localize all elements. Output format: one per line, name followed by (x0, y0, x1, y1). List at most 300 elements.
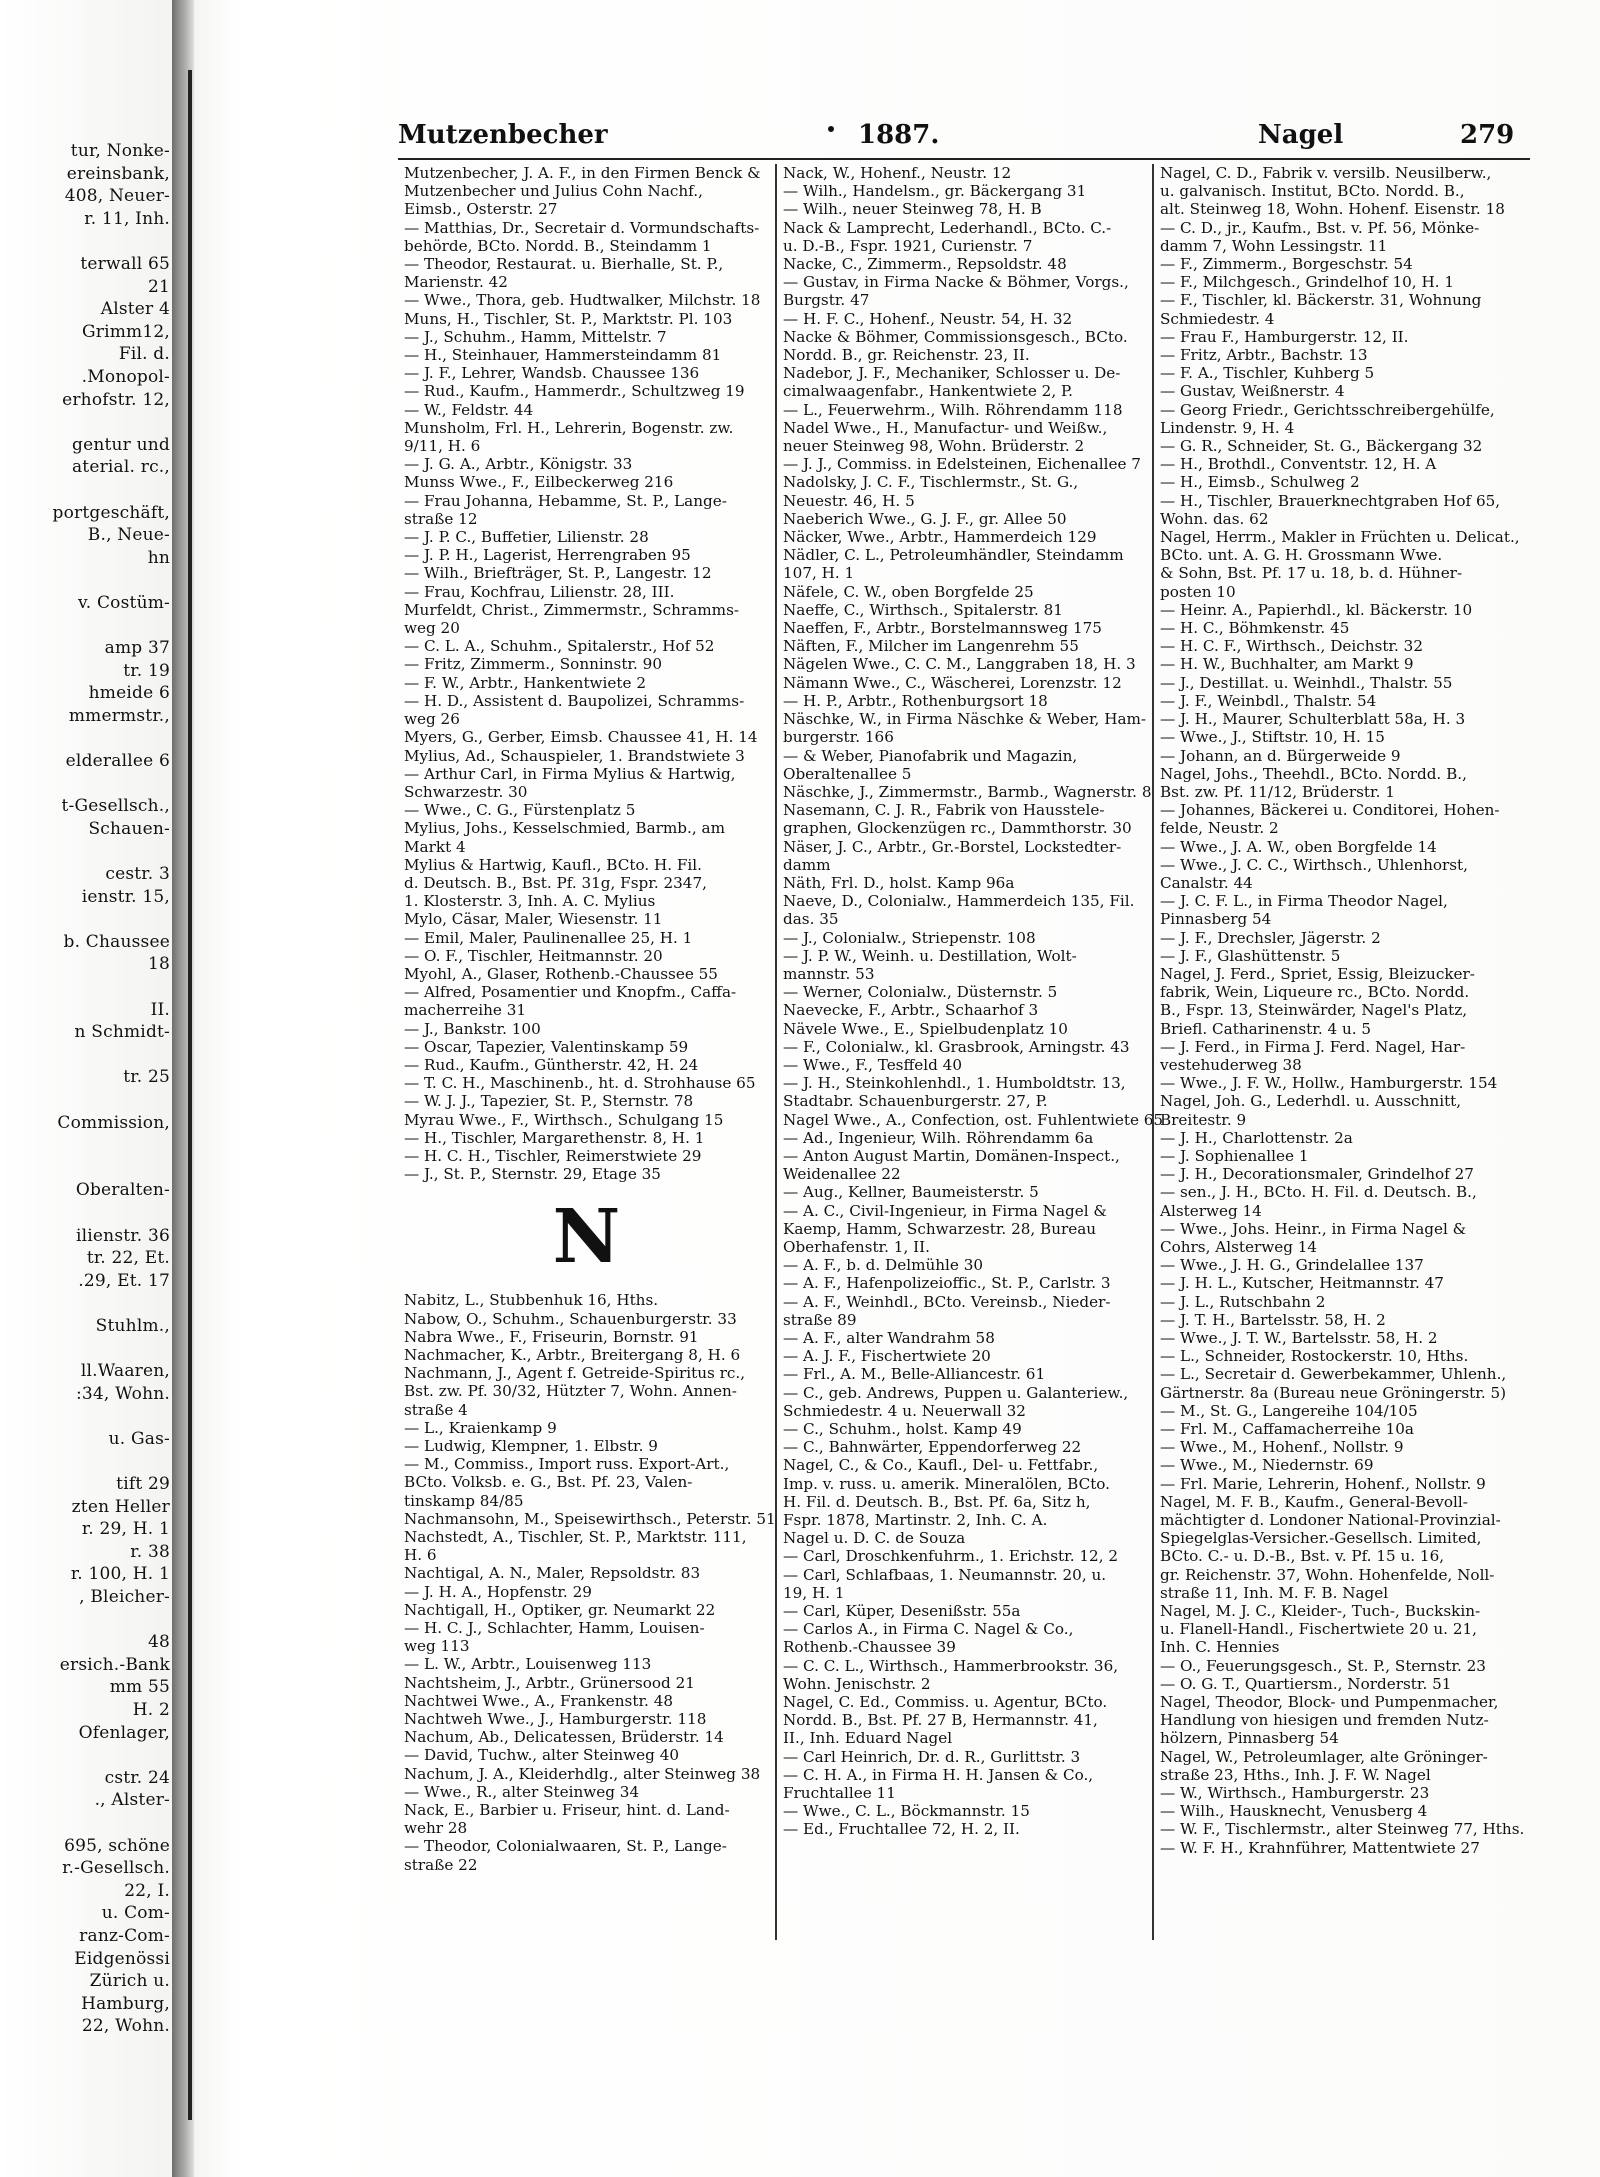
directory-entry-line: — F., Colonialw., kl. Grasbrook, Arningstr. 43 (783, 1037, 1130, 1056)
fragment-line: amp 37 (104, 638, 170, 659)
directory-entry-line: — H. P., Arbtr., Rothenburgsort 18 (783, 691, 1048, 710)
directory-entry-line: fabrik, Wein, Liqueure rc., BCto. Nordd. (1160, 983, 1470, 1002)
directory-entry-line: Wohn. das. 62 (1160, 509, 1269, 528)
directory-entry-line: — H. C. F., Wirthsch., Deichstr. 32 (1160, 637, 1423, 656)
directory-entry-line: Stadtabr. Schauenburgerstr. 27, P. (783, 1092, 1048, 1111)
directory-entry-line: — Wwe., J., Stiftstr. 10, H. 15 (1160, 728, 1385, 747)
directory-entry-line: — Fritz, Zimmerm., Sonninstr. 90 (404, 655, 662, 674)
fragment-line: 22, Wohn. (81, 2016, 170, 2037)
directory-entry-line: Imp. v. russ. u. amerik. Mineralölen, BCto. (783, 1474, 1110, 1493)
directory-entry-line: Nadebor, J. F., Mechaniker, Schlosser u. De- (783, 364, 1121, 383)
directory-entry-line: — Aug., Kellner, Baumeisterstr. 5 (783, 1183, 1039, 1202)
fragment-line: r. 100, H. 1 (70, 1564, 170, 1585)
directory-entry-line: — J. H., Steinkohlenhdl., 1. Humboldtstr. 13, (783, 1074, 1126, 1093)
directory-entry-line: — Wwe., J. T. W., Bartelsstr. 58, H. 2 (1160, 1329, 1438, 1347)
directory-entry-line: BCto. C.- u. D.-B., Bst. v. Pf. 15 u. 16, (1160, 1547, 1445, 1566)
fragment-line: tr. 22, Et. (86, 1248, 170, 1269)
directory-entry-line: Weidenallee 22 (783, 1165, 901, 1184)
directory-entry-line: — J. F., Lehrer, Wandsb. Chaussee 136 (404, 364, 700, 383)
directory-entry-line: Näfele, C. W., oben Borgfelde 25 (783, 582, 1034, 601)
fragment-line: Hamburg, (81, 1993, 170, 2014)
previous-page-fragment (0, 140, 170, 2037)
directory-entry-line: Nachmann, J., Agent f. Getreide-Spiritus rc., (404, 1364, 746, 1383)
directory-entry-line: Oberhafenstr. 1, II. (783, 1237, 930, 1256)
fragment-line (0, 1202, 170, 1225)
directory-entry-line: Nabow, O., Schuhm., Schauenburgerstr. 33 (404, 1309, 737, 1328)
directory-entry-line: alt. Steinweg 18, Wohn. Hohenf. Eisenstr. 18 (1160, 200, 1505, 219)
directory-entry-line: neuer Steinweg 98, Wohn. Brüderstr. 2 (783, 437, 1085, 456)
fragment-line: tr. 19 (123, 660, 170, 681)
directory-entry-line: Mylius, Ad., Schauspieler, 1. Brandstwiete 3 (404, 746, 745, 765)
directory-entry-line: Nabra Wwe., F., Friseurin, Bornstr. 91 (404, 1327, 699, 1346)
directory-entry-line: — Johannes, Bäckerei u. Conditorei, Hohen- (1160, 801, 1500, 820)
directory-entry-line: — Frau Johanna, Hebamme, St. P., Lange- (404, 491, 727, 510)
directory-entry-line: Murfeldt, Christ., Zimmermstr., Schramms- (404, 600, 740, 619)
directory-entry-line: Oberaltenallee 5 (783, 764, 912, 783)
directory-entry-line: — Heinr. A., Papierhdl., kl. Bäckerstr. 10 (1160, 600, 1473, 619)
fragment-line: ranz-Com- (79, 1925, 170, 1946)
fragment-line (0, 479, 170, 502)
directory-entry-line: — Carl, Droschkenfuhrm., 1. Erichstr. 12, 2 (783, 1547, 1119, 1566)
directory-entry-line: Nabitz, L., Stubbenhuk 16, Hths. (404, 1291, 659, 1310)
fragment-line (0, 1812, 170, 1835)
directory-entry-line: — Frl., A. M., Belle-Alliancestr. 61 (783, 1365, 1046, 1384)
directory-entry-line: — J. L., Rutschbahn 2 (1160, 1292, 1326, 1311)
directory-entry-line: Burgstr. 47 (783, 291, 870, 310)
directory-entry-line: Naeffen, F., Arbtr., Borstelmannsweg 175 (783, 619, 1102, 638)
directory-entry-line: — A. C., Civil-Ingenieur, in Firma Nagel & (783, 1201, 1107, 1220)
fragment-line (0, 1450, 170, 1473)
directory-entry-line: Näschke, J., Zimmermstr., Barmb., Wagnerstr. 8 (783, 782, 1152, 801)
directory-entry-line: Nagel, J. Ferd., Spriet, Essig, Bleizucker- (1160, 964, 1475, 983)
directory-entry-line: H. 6 (404, 1546, 437, 1565)
fragment-line: .29, Et. 17 (78, 1270, 170, 1291)
fragment-line: mm 55 (109, 1677, 170, 1698)
directory-entry-line: Nagel, M. F. B., Kaufm., General-Bevoll- (1160, 1492, 1468, 1511)
section-letter: N (552, 1194, 621, 1281)
directory-entry-line: Mylo, Cäsar, Maler, Wiesenstr. 11 (404, 910, 663, 929)
directory-entry-line: — J. F., Weinbdl., Thalstr. 54 (1160, 691, 1377, 710)
fragment-line (0, 614, 170, 637)
directory-entry-line: 107, H. 1 (783, 564, 855, 583)
fragment-line (0, 1337, 170, 1360)
directory-entry-line: weg 20 (404, 619, 460, 638)
fragment-line: cestr. 3 (105, 864, 170, 884)
directory-entry-line: — F., Zimmerm., Borgeschstr. 54 (1160, 255, 1413, 274)
directory-entry-line: — J. C. F. L., in Firma Theodor Nagel, (1160, 892, 1448, 911)
directory-entry-line: — Wilh., Hausknecht, Venusberg 4 (1160, 1802, 1428, 1821)
fragment-line: .Monopol- (81, 366, 170, 387)
directory-entry-line: felde, Neustr. 2 (1160, 819, 1279, 838)
directory-column-right (1152, 164, 1529, 1940)
fragment-line (0, 1405, 170, 1428)
directory-entry-line: — J., St. P., Sternstr. 29, Etage 35 (404, 1165, 661, 1184)
directory-entry-line: 1. Klosterstr. 3, Inh. A. C. Mylius (404, 892, 656, 911)
directory-entry-line: — Ad., Ingenieur, Wilh. Röhrendamm 6a (783, 1128, 1094, 1147)
directory-entry-line: — J. P. W., Weinh. u. Destillation, Wolt- (783, 946, 1077, 965)
directory-entry-line: Cohrs, Alsterweg 14 (1160, 1237, 1318, 1256)
directory-entry-line: u. galvanisch. Institut, BCto. Nordd. B., (1160, 182, 1465, 201)
directory-entry-line: Nasemann, C. J. R., Fabrik von Hausstele- (783, 801, 1105, 820)
directory-entry-line: 19, H. 1 (783, 1583, 845, 1602)
directory-entry-line: Nordd. B., gr. Reichenstr. 23, II. (783, 346, 1030, 365)
fragment-line (0, 976, 170, 999)
fragment-line (0, 1044, 170, 1067)
directory-entry-line: — Wilh., Handelsm., gr. Bäckergang 31 (783, 182, 1087, 201)
directory-entry-line: Nagel, W., Petroleumlager, alte Gröninger- (1160, 1747, 1488, 1766)
directory-entry-line: Eimsb., Osterstr. 27 (404, 200, 558, 219)
directory-entry-line: — Fritz, Arbtr., Bachstr. 13 (1160, 346, 1368, 365)
directory-entry-line: Nagel, Joh. G., Lederhdl. u. Ausschnitt, (1160, 1092, 1462, 1111)
directory-entry-line: — H., Eimsb., Schulweg 2 (1160, 473, 1360, 492)
fragment-line: 22, I. (124, 1880, 170, 1901)
directory-entry-line: Näschke, W., in Firma Näschke & Weber, Ham- (783, 710, 1147, 729)
directory-entry-line: — T. C. H., Maschinenb., ht. d. Strohhause 65 (404, 1074, 756, 1093)
directory-entry-line: Markt 4 (404, 837, 466, 856)
directory-entry-line: u. D.-B., Fspr. 1921, Curienstr. 7 (783, 236, 1033, 255)
directory-entry-line: Mylius & Hartwig, Kaufl., BCto. H. Fil. (404, 855, 702, 874)
header-left-keyword: Mutzenbecher (398, 120, 608, 150)
directory-entry-line: Nack, W., Hohenf., Neustr. 12 (783, 164, 1012, 182)
directory-entry-line: Spiegelglas-Versicher.-Gesellsch. Limited, (1160, 1529, 1482, 1548)
directory-entry-line: 9/11, H. 6 (404, 437, 481, 456)
directory-entry-line: Muns, H., Tischler, St. P., Marktstr. Pl. 103 (404, 309, 733, 328)
directory-entry-line: — Wwe., C. L., Böckmannstr. 15 (783, 1802, 1030, 1821)
directory-entry-line: Nadolsky, J. C. F., Tischlermstr., St. G., (783, 473, 1079, 492)
directory-entry-line: — J., Colonialw., Striepenstr. 108 (783, 928, 1036, 947)
fragment-line: Alster 4 (100, 299, 170, 320)
directory-entry-line: — Carl, Küper, Desenißstr. 55a (783, 1602, 1021, 1621)
directory-entry-line: — Theodor, Colonialwaaren, St. P., Lange- (404, 1837, 727, 1856)
directory-entry-line: — H. F. C., Hohenf., Neustr. 54, H. 32 (783, 309, 1073, 328)
directory-entry-line: Schwarzestr. 30 (404, 782, 528, 801)
fragment-line (0, 411, 170, 434)
fragment-line: ., Alster- (94, 1790, 170, 1811)
fragment-line: ilienstr. 36 (76, 1225, 170, 1246)
directory-entry-line: straße 22 (404, 1855, 478, 1874)
directory-entry-line: weg 26 (404, 710, 460, 729)
directory-entry-line: — Rud., Kaufm., Hammerdr., Schultzweg 19 (404, 382, 745, 401)
header-dot (828, 126, 834, 132)
page-number: 279 (1460, 120, 1515, 150)
directory-entry-line: — O. F., Tischler, Heitmannstr. 20 (404, 946, 663, 965)
directory-entry-line: — Wwe., J. C. C., Wirthsch., Uhlenhorst, (1160, 855, 1468, 874)
fragment-line: u. Gas- (108, 1428, 170, 1449)
directory-entry-line: — Arthur Carl, in Firma Mylius & Hartwig, (404, 764, 736, 783)
directory-entry-line: — H. C. J., Schlachter, Hamm, Louisen- (404, 1619, 705, 1638)
directory-entry-line: — L., Schneider, Rostockerstr. 10, Hths. (1160, 1347, 1469, 1366)
directory-entry-line: — Ed., Fruchtallee 72, H. 2, II. (783, 1820, 1020, 1839)
fragment-line (0, 773, 170, 796)
directory-entry-line: vestehuderweg 38 (1160, 1055, 1302, 1074)
fragment-line: tift 29 (116, 1474, 170, 1495)
directory-entry-line: Nack & Lamprecht, Lederhandl., BCto. C.- (783, 218, 1112, 237)
directory-entry-line: Wohn. Jenischstr. 2 (783, 1674, 931, 1693)
directory-entry-line: — H. C., Böhmkenstr. 45 (1160, 619, 1350, 638)
fragment-line: ll.Waaren, (80, 1361, 170, 1382)
directory-column-left (398, 164, 775, 1940)
directory-entry-line: — H., Tischler, Brauerknechtgraben Hof 65, (1160, 491, 1501, 510)
directory-entry-line: Fruchtallee 11 (783, 1784, 896, 1803)
directory-entry-line: — J. H. A., Hopfenstr. 29 (404, 1582, 592, 1601)
fragment-line: n Schmidt- (74, 1022, 170, 1043)
directory-entry-line: — Wilh., Briefträger, St. P., Langestr. 12 (404, 564, 712, 583)
directory-entry-line: cimalwaagenfabr., Hankentwiete 2, P. (783, 382, 1073, 401)
directory-entry-line: — H. W., Buchhalter, am Markt 9 (1160, 655, 1414, 674)
directory-entry-line: Nagel Wwe., A., Confection, ost. Fuhlentwiete 65 (783, 1110, 1164, 1129)
directory-entry-line: Mylius, Johs., Kesselschmied, Barmb., am (404, 819, 725, 838)
fragment-line: gentur und (72, 434, 170, 455)
directory-entry-line: & Sohn, Bst. Pf. 17 u. 18, b. d. Hühner- (1160, 564, 1463, 583)
directory-entry-line: Naeve, D., Colonialw., Hammerdeich 135, Fil. (783, 892, 1135, 911)
directory-entry-line: — J., Bankstr. 100 (404, 1019, 541, 1038)
directory-entry-line: Rothenb.-Chaussee 39 (783, 1638, 956, 1657)
directory-entry-line: wehr 28 (404, 1819, 468, 1838)
fragment-line: r. 38 (130, 1541, 170, 1562)
directory-entry-line: Näcker, Wwe., Arbtr., Hammerdeich 129 (783, 528, 1097, 547)
directory-entry-line: gr. Reichenstr. 37, Wohn. Hohenfelde, Noll- (1160, 1565, 1495, 1584)
directory-entry-line: Breitestr. 9 (1160, 1110, 1247, 1129)
directory-entry-line: — Wwe., J. A. W., oben Borgfelde 14 (1160, 837, 1437, 856)
directory-entry-line: — J. H., Charlottenstr. 2a (1160, 1128, 1353, 1147)
directory-entry-line: Myrau Wwe., F., Wirthsch., Schulgang 15 (404, 1110, 724, 1129)
directory-entry-line: — H., Brothdl., Conventstr. 12, H. A (1160, 455, 1437, 474)
directory-entry-line: Nagel, C. Ed., Commiss. u. Agentur, BCto. (783, 1693, 1108, 1712)
directory-entry-line: Nachmansohn, M., Speisewirthsch., Peterstr. 51 (404, 1509, 776, 1528)
directory-entry-line: — W. F. H., Krahnführer, Mattentwiete 27 (1160, 1838, 1480, 1857)
directory-entry-line: — J. Ferd., in Firma J. Ferd. Nagel, Har- (1160, 1037, 1466, 1056)
directory-entry-line: mannstr. 53 (783, 964, 875, 983)
directory-entry-line: — H. C. H., Tischler, Reimerstwiete 29 (404, 1146, 702, 1165)
fragment-line: Commission, (57, 1112, 170, 1133)
fragment-line: :34, Wohn. (75, 1383, 170, 1404)
directory-entry-line: Bst. zw. Pf. 30/32, Hützter 7, Wohn. Annen- (404, 1382, 737, 1401)
fragment-line: II. (150, 999, 170, 1020)
directory-entry-line: Bst. zw. Pf. 11/12, Brüderstr. 1 (1160, 782, 1395, 801)
directory-entry-line: Nachtweh Wwe., J., Hamburgerstr. 118 (404, 1710, 707, 1729)
fragment-line: u. Com- (101, 1903, 170, 1924)
fragment-line: tur, Nonke- (70, 141, 170, 161)
fragment-line: 48 (147, 1632, 170, 1653)
directory-entry-line: — J. J., Commiss. in Edelsteinen, Eichenallee 7 (783, 455, 1141, 474)
directory-entry-line: — J. G. A., Arbtr., Königstr. 33 (404, 455, 633, 474)
directory-entry-line: II., Inh. Eduard Nagel (783, 1729, 953, 1748)
fragment-line: Zürich u. (89, 1971, 170, 1992)
fragment-line: hn (147, 547, 170, 568)
directory-entry-line: — C., Bahnwärter, Eppendorferweg 22 (783, 1438, 1082, 1457)
fragment-line (0, 1157, 170, 1180)
directory-entry-line: — J. F., Glashüttenstr. 5 (1160, 946, 1341, 965)
directory-entry-line: — M., Commiss., Import russ. Export-Art., (404, 1455, 730, 1474)
directory-entry-line: — Emil, Maler, Paulinenallee 25, H. 1 (404, 928, 693, 947)
directory-entry-line: Nachstedt, A., Tischler, St. P., Marktstr. 111, (404, 1528, 747, 1547)
directory-entry-line: Schmiedestr. 4 (1160, 309, 1275, 328)
directory-entry-line: — W. F., Tischlermstr., alter Steinweg 77, Hths. (1160, 1820, 1525, 1839)
directory-entry-line: Nagel, M. J. C., Kleider-, Tuch-, Buckskin- (1160, 1602, 1481, 1621)
fragment-line: r. 11, Inh. (84, 208, 170, 229)
fragment-line: Fil. d. (118, 344, 170, 365)
directory-entry-line: — F., Tischler, kl. Bäckerstr. 31, Wohnung (1160, 291, 1482, 310)
book-gutter-edge (188, 70, 192, 2120)
directory-entry-line: — J., Schuhm., Hamm, Mittelstr. 7 (404, 327, 667, 346)
fragment-line: mmermstr., (68, 705, 170, 726)
directory-entry-line: — & Weber, Pianofabrik und Magazin, (783, 746, 1078, 765)
directory-entry-line: — C., geb. Andrews, Puppen u. Galanteriew., (783, 1383, 1129, 1402)
directory-entry-line: burgerstr. 166 (783, 728, 894, 747)
directory-entry-line: Naeffe, C., Wirthsch., Spitalerstr. 81 (783, 600, 1063, 619)
directory-entry-line: Neuestr. 46, H. 5 (783, 491, 915, 510)
directory-entry-line: — Wwe., J. F. W., Hollw., Hamburgerstr. 154 (1160, 1074, 1498, 1093)
page-header (398, 120, 1530, 154)
fragment-line: Stuhlm., (95, 1315, 170, 1336)
directory-entry-line: — J. H., Maurer, Schulterblatt 58a, H. 3 (1160, 710, 1466, 729)
directory-entry-line: Pinnasberg 54 (1160, 910, 1272, 929)
directory-entry-line: — J., Destillat. u. Weinhdl., Thalstr. 55 (1160, 673, 1453, 692)
directory-entry-line: Nagel, Johs., Theehdl., BCto. Nordd. B., (1160, 764, 1467, 783)
directory-entry-line: — Johann, an d. Bürgerweide 9 (1160, 746, 1401, 765)
directory-entry-line: — Rud., Kaufm., Güntherstr. 42, H. 24 (404, 1055, 699, 1074)
directory-entry-line: — C. L. A., Schuhm., Spitalerstr., Hof 52 (404, 637, 715, 656)
directory-entry-line: mächtigter d. Londoner National-Provinzial- (1160, 1511, 1501, 1530)
fragment-line: terwall 65 (80, 253, 170, 274)
fragment-line: r. 29, H. 1 (81, 1519, 170, 1540)
directory-entry-line: Nack, E., Barbier u. Friseur, hint. d. Land- (404, 1801, 730, 1820)
fragment-line: 18 (147, 954, 170, 975)
directory-entry-line: Nachum, J. A., Kleiderhdlg., alter Steinweg 38 (404, 1764, 761, 1783)
directory-entry-line: — H., Steinhauer, Hammersteindamm 81 (404, 346, 722, 365)
directory-entry-line: — Wwe., F., Tesffeld 40 (783, 1055, 962, 1074)
directory-entry-line: Fspr. 1878, Martinstr. 2, Inh. C. A. (783, 1511, 1048, 1530)
directory-entry-line: d. Deutsch. B., Bst. Pf. 31g, Fspr. 2347, (404, 873, 707, 892)
fragment-line: ersich.-Bank (59, 1654, 170, 1675)
directory-entry-line: macherreihe 31 (404, 1001, 527, 1020)
header-year: 1887. (858, 120, 940, 150)
fragment-line: aterial. rc., (71, 457, 170, 478)
directory-entry-line: damm (783, 855, 831, 874)
directory-entry-line: — F. W., Arbtr., Hankentwiete 2 (404, 673, 646, 692)
directory-entry-line: Munss Wwe., F., Eilbeckerweg 216 (404, 473, 674, 492)
directory-entry-line: — Wilh., neuer Steinweg 78, H. B (783, 200, 1042, 219)
fragment-line: v. Costüm- (77, 592, 170, 613)
fragment-line (0, 1134, 170, 1157)
directory-entry-line: Nordd. B., Bst. Pf. 27 B, Hermannstr. 41, (783, 1711, 1098, 1730)
fragment-line (0, 1609, 170, 1632)
directory-entry-line: Nämann Wwe., C., Wäscherei, Lorenzstr. 12 (783, 673, 1122, 692)
directory-entry-line: Briefl. Catharinenstr. 4 u. 5 (1160, 1019, 1372, 1038)
directory-entry-line: — Matthias, Dr., Secretair d. Vormundschafts- (404, 218, 760, 237)
directory-entry-line: — C., Schuhm., holst. Kamp 49 (783, 1420, 1022, 1439)
directory-entry-line: — Carl Heinrich, Dr. d. R., Gurlittstr. 3 (783, 1747, 1081, 1766)
directory-entry-line: das. 35 (783, 910, 839, 929)
fragment-line: 21 (147, 276, 170, 297)
fragment-line: Schauen- (88, 818, 170, 839)
directory-entry-line: — J. H., Decorationsmaler, Grindelhof 27 (1160, 1165, 1474, 1184)
directory-entry-line: — Frl. M., Caffamacherreihe 10a (1160, 1420, 1414, 1439)
directory-entry-line: — M., St. G., Langereihe 104/105 (1160, 1401, 1418, 1420)
directory-entry-line: posten 10 (1160, 582, 1236, 601)
fragment-line: t-Gesellsch., (61, 796, 170, 817)
directory-columns (398, 164, 1530, 1940)
fragment-line (0, 1089, 170, 1112)
directory-entry-line: — Wwe., M., Niedernstr. 69 (1160, 1456, 1374, 1475)
header-right-keyword: Nagel (1258, 120, 1344, 150)
directory-entry-line: — Carlos A., in Firma C. Nagel & Co., (783, 1620, 1074, 1639)
directory-entry-line: — L., Feuerwehrm., Wilh. Röhrendamm 118 (783, 400, 1123, 419)
directory-entry-line: — F. A., Tischler, Kuhberg 5 (1160, 364, 1375, 383)
directory-entry-line: weg 113 (404, 1637, 470, 1656)
directory-entry-line: Nägelen Wwe., C. C. M., Langgraben 18, H. 3 (783, 655, 1136, 674)
directory-entry-line: — W. J. J., Tapezier, St. P., Sternstr. 78 (404, 1092, 694, 1111)
directory-entry-line: straße 12 (404, 509, 478, 528)
directory-entry-line: — Georg Friedr., Gerichtsschreibergehülfe, (1160, 400, 1495, 419)
directory-entry-line: — Gustav, in Firma Nacke & Böhmer, Vorgs., (783, 273, 1129, 292)
directory-entry-line: — Wwe., R., alter Steinweg 34 (404, 1782, 640, 1801)
directory-entry-line: — O. G. T., Quartiersm., Norderstr. 51 (1160, 1674, 1452, 1693)
directory-entry-line: — C. C. L., Wirthsch., Hammerbrookstr. 36, (783, 1656, 1119, 1675)
directory-entry-line: — Wwe., M., Hohenf., Nollstr. 9 (1160, 1438, 1404, 1457)
directory-entry-line: — L. W., Arbtr., Louisenweg 113 (404, 1655, 652, 1674)
fragment-line: hmeide 6 (88, 683, 170, 704)
directory-entry-line: B., Fspr. 13, Steinwärder, Nagel's Platz, (1160, 1001, 1468, 1020)
fragment-line: Ofenlager, (78, 1722, 170, 1743)
directory-entry-line: — J. T. H., Bartelsstr. 58, H. 2 (1160, 1310, 1386, 1329)
directory-entry-line: — G. R., Schneider, St. G., Bäckergang 32 (1160, 437, 1483, 456)
fragment-line: ereinsbank, (66, 163, 170, 184)
directory-entry-line: Nachtwei Wwe., A., Frankenstr. 48 (404, 1691, 674, 1710)
directory-entry-line: Nachtigall, H., Optiker, gr. Neumarkt 22 (404, 1600, 716, 1619)
directory-entry-line: — Oscar, Tapezier, Valentinskamp 59 (404, 1037, 689, 1056)
directory-entry-line: — Wwe., Thora, geb. Hudtwalker, Milchstr. 18 (404, 291, 761, 310)
directory-page (398, 120, 1530, 1940)
directory-entry-line: damm 7, Wohn Lessingstr. 11 (1160, 236, 1388, 255)
directory-entry-line: — C. D., jr., Kaufm., Bst. v. Pf. 56, Mönke- (1160, 218, 1480, 237)
fragment-line: Grimm12, (81, 321, 170, 342)
directory-entry-line: — Gustav, Weißnerstr. 4 (1160, 382, 1345, 401)
directory-entry-line: — O., Feuerungsgesch., St. P., Sternstr. 23 (1160, 1656, 1486, 1675)
directory-entry-line: — J. F., Drechsler, Jägerstr. 2 (1160, 928, 1381, 947)
fragment-line: , Bleicher- (79, 1587, 170, 1607)
directory-entry-line: — A. F., Weinhdl., BCto. Vereinsb., Nieder- (783, 1292, 1111, 1311)
directory-entry-line: — A. F., alter Wandrahm 58 (783, 1329, 995, 1347)
fragment-line (0, 908, 170, 931)
fragment-line: H. 2 (132, 1699, 170, 1720)
directory-entry-line: — W., Feldstr. 44 (404, 400, 534, 419)
fragment-line (0, 230, 170, 253)
directory-entry-line: straße 11, Inh. M. F. B. Nagel (1160, 1583, 1389, 1602)
directory-entry-line: Mutzenbecher, J. A. F., in den Firmen Benck & (404, 164, 761, 182)
directory-entry-line: Nacke, C., Zimmerm., Repsoldstr. 48 (783, 255, 1067, 274)
directory-entry-line: behörde, BCto. Nordd. B., Steindamm 1 (404, 236, 712, 255)
fragment-line: elderallee 6 (65, 751, 170, 772)
fragment-line (0, 840, 170, 863)
directory-entry-line: Handlung von hiesigen und fremden Nutz- (1160, 1711, 1489, 1730)
directory-entry-line: — A. F., b. d. Delmühle 30 (783, 1256, 984, 1275)
directory-entry-line: Näser, J. C., Arbtr., Gr.-Borstel, Lockstedter- (783, 837, 1122, 856)
directory-entry-line: Näften, F., Milcher im Langenrehm 55 (783, 637, 1079, 656)
directory-entry-line: Nagel, C. D., Fabrik v. versilb. Neusilberw., (1160, 164, 1492, 182)
fragment-line (0, 1292, 170, 1315)
directory-entry-line: Gärtnerstr. 8a (Bureau neue Gröningerstr. 5) (1160, 1383, 1507, 1402)
directory-entry-line: Nachum, Ab., Delicatessen, Brüderstr. 14 (404, 1728, 724, 1747)
directory-entry-line: — Werner, Colonialw., Düsternstr. 5 (783, 983, 1058, 1002)
directory-entry-line: Nävele Wwe., E., Spielbudenplatz 10 (783, 1019, 1068, 1038)
fragment-line: ienstr. 15, (81, 886, 170, 907)
directory-entry-line: — sen., J. H., BCto. H. Fil. d. Deutsch. B., (1160, 1183, 1477, 1202)
directory-entry-line: — J. Sophienallee 1 (1160, 1146, 1309, 1165)
directory-entry-line: graphen, Glockenzügen rc., Dammthorstr. 30 (783, 819, 1132, 838)
directory-entry-line: — Frl. Marie, Lehrerin, Hohenf., Nollstr. 9 (1160, 1474, 1486, 1493)
fragment-line: cstr. 24 (104, 1767, 170, 1788)
